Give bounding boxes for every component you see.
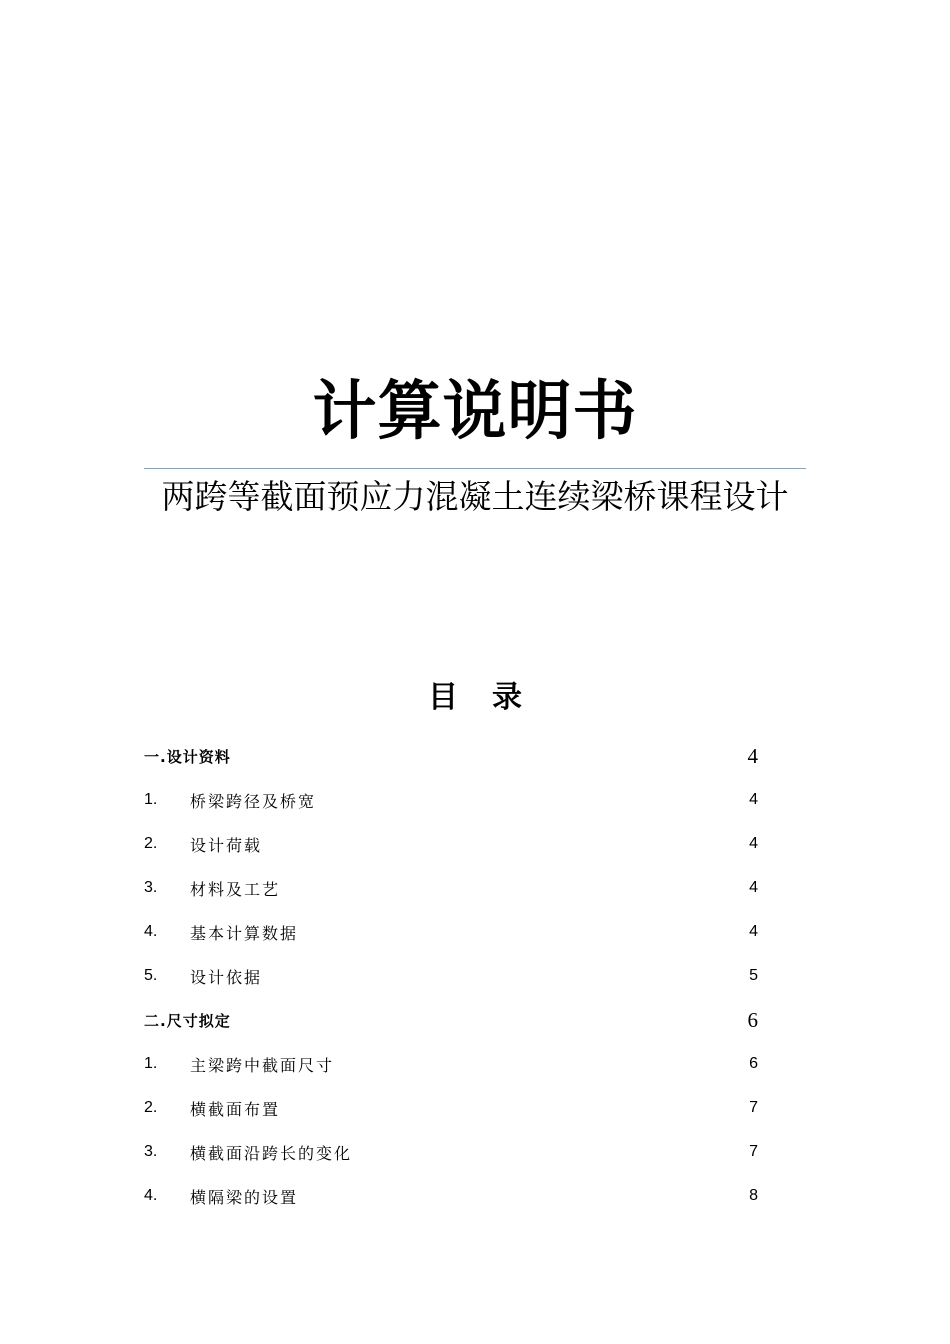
toc-page-number: 8: [749, 1187, 758, 1204]
toc-item[interactable]: [144, 822, 758, 866]
toc-item[interactable]: [144, 954, 758, 998]
table-of-contents: [144, 734, 758, 1218]
toc-item[interactable]: [144, 1086, 758, 1130]
toc-item-label: 基本计算数据: [190, 923, 299, 943]
toc-page-number: 6: [747, 1007, 758, 1032]
toc-item-label: 主梁跨中截面尺寸: [190, 1055, 335, 1075]
toc-item-label: 设计荷载: [190, 835, 263, 855]
document-title: 计算说明书: [312, 375, 638, 449]
toc-page-number: 4: [749, 923, 758, 940]
toc-item-number: 1.: [144, 1055, 158, 1072]
toc-item-number: 3.: [144, 879, 158, 896]
toc-item[interactable]: [144, 1174, 758, 1218]
toc-item[interactable]: [144, 778, 758, 822]
toc-page-number: 7: [749, 1143, 758, 1160]
toc-page-number: 4: [749, 791, 758, 808]
toc-page-number: 4: [749, 879, 758, 896]
toc-section-label: 一.设计资料: [144, 747, 231, 766]
toc-page-number: 7: [749, 1099, 758, 1116]
toc-page-number: 4: [749, 835, 758, 852]
document-subtitle: 两跨等截面预应力混凝土连续梁桥课程设计: [161, 477, 789, 516]
toc-item-label: 材料及工艺: [190, 879, 281, 899]
toc-item-label: 横隔梁的设置: [190, 1187, 299, 1207]
toc-section-1[interactable]: [144, 734, 758, 778]
toc-page-number: 4: [747, 743, 758, 768]
toc-item[interactable]: [144, 1042, 758, 1086]
toc-item-number: 2.: [144, 835, 158, 852]
toc-item[interactable]: [144, 910, 758, 954]
toc-item-number: 4.: [144, 1187, 158, 1204]
toc-heading: [0, 676, 950, 720]
toc-heading-left: 目: [428, 680, 458, 715]
toc-page-number: 5: [749, 967, 758, 984]
toc-heading-right: 录: [492, 680, 522, 715]
toc-item[interactable]: [144, 866, 758, 910]
toc-section-2[interactable]: [144, 998, 758, 1042]
toc-item-number: 4.: [144, 923, 158, 940]
toc-item-number: 2.: [144, 1099, 158, 1116]
title-divider: [144, 468, 806, 469]
toc-item-label: 横截面沿跨长的变化: [190, 1143, 353, 1163]
toc-item-label: 设计依据: [190, 967, 263, 987]
toc-section-label: 二.尺寸拟定: [144, 1011, 231, 1030]
toc-item[interactable]: [144, 1130, 758, 1174]
toc-page-number: 6: [749, 1055, 758, 1072]
toc-item-label: 横截面布置: [190, 1099, 281, 1119]
toc-item-number: 1.: [144, 791, 158, 808]
toc-item-number: 3.: [144, 1143, 158, 1160]
toc-item-label: 桥梁跨径及桥宽: [190, 791, 317, 811]
toc-item-number: 5.: [144, 967, 158, 984]
